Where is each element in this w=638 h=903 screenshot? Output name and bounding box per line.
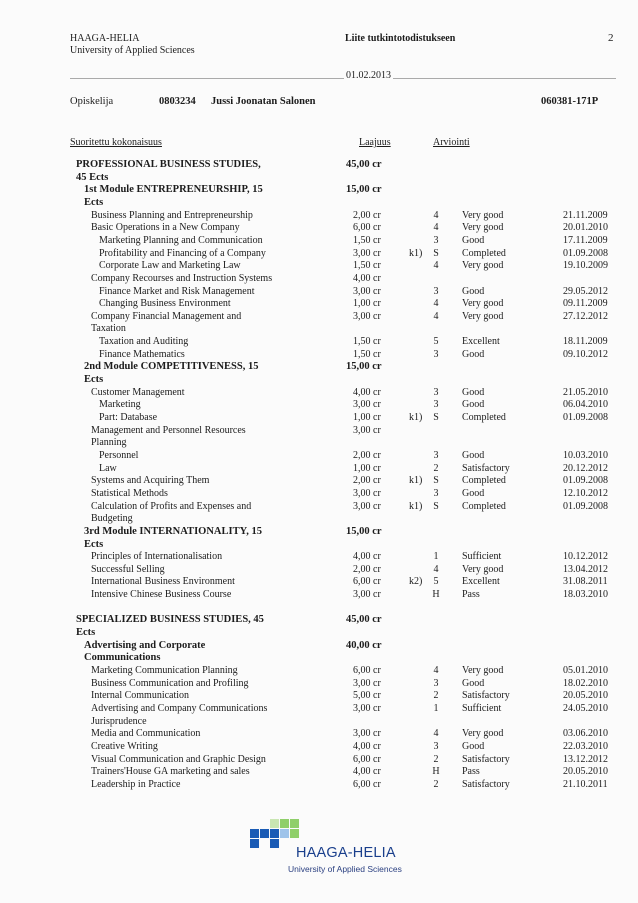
course-credits: 1,50 cr <box>353 348 381 360</box>
course-row <box>0 462 638 475</box>
course-verbal-grade: Good <box>462 487 485 499</box>
course-verbal-grade: Very good <box>462 260 504 272</box>
course-credits: 1,00 cr <box>353 298 381 310</box>
course-row <box>0 310 638 323</box>
course-grade: 3 <box>433 399 439 411</box>
study-block-row <box>0 613 638 626</box>
course-date: 03.06.2010 <box>563 728 608 740</box>
course-name: Calculation of Profits and Expenses and <box>91 500 252 512</box>
course-row <box>0 753 638 766</box>
course-row <box>0 740 638 753</box>
course-name: Creative Writing <box>91 740 158 752</box>
course-grade: 4 <box>433 260 439 272</box>
course-grade: 2 <box>433 462 439 474</box>
course-grade: 3 <box>433 740 439 752</box>
course-name: Law <box>99 462 117 474</box>
header-divider <box>70 78 616 79</box>
course-date: 01.09.2008 <box>563 500 608 512</box>
course-row <box>0 398 638 411</box>
course-grade: 5 <box>433 576 439 588</box>
course-verbal-grade: Sufficient <box>462 702 502 714</box>
study-block-row <box>0 626 638 639</box>
course-row <box>0 575 638 588</box>
course-row <box>0 512 638 525</box>
course-row <box>0 778 638 791</box>
course-grade: 2 <box>433 753 439 765</box>
course-verbal-grade: Pass <box>462 766 480 778</box>
course-row <box>0 563 638 576</box>
course-name: International Business Environment <box>91 576 235 588</box>
course-verbal-grade: Completed <box>462 475 506 487</box>
course-date: 27.12.2012 <box>563 310 608 322</box>
course-name: Part: Database <box>99 412 158 423</box>
course-credits: 4,00 cr <box>353 272 381 284</box>
course-row <box>0 588 638 601</box>
course-verbal-grade: Satisfactory <box>462 753 510 765</box>
course-name: Company Recourses and Instruction Systems <box>91 272 273 284</box>
course-date: 18.02.2010 <box>563 677 608 689</box>
course-verbal-grade: Pass <box>462 589 480 601</box>
study-block-credits: 45,00 cr <box>346 159 382 170</box>
course-row <box>0 727 638 740</box>
module-name: Ects <box>84 538 104 550</box>
course-grade: 4 <box>433 222 439 234</box>
course-credits: 2,00 cr <box>353 563 381 575</box>
course-date: 29.05.2012 <box>563 285 608 297</box>
study-block-row <box>0 171 638 184</box>
course-grade: S <box>433 412 439 423</box>
course-credits: 3,00 cr <box>353 487 381 499</box>
course-row <box>0 209 638 222</box>
course-date: 20.05.2010 <box>563 690 608 702</box>
module-credits: 15,00 cr <box>346 525 382 537</box>
course-credits: 3,00 cr <box>353 728 381 740</box>
course-date: 05.01.2010 <box>563 665 608 676</box>
course-date: 10.03.2010 <box>563 449 608 461</box>
course-recognition-note: k1) <box>409 500 423 512</box>
column-header-extent: Laajuus <box>359 137 391 148</box>
course-verbal-grade: Very good <box>462 310 504 322</box>
course-credits: 6,00 cr <box>353 576 381 588</box>
course-date: 17.11.2009 <box>563 234 608 246</box>
course-date: 21.10.2011 <box>563 778 608 790</box>
course-date: 21.11.2009 <box>563 209 608 221</box>
course-recognition-note: k1) <box>409 247 423 259</box>
course-row <box>0 234 638 247</box>
course-grade: S <box>433 500 439 512</box>
course-name: Taxation <box>91 323 126 335</box>
course-grade: 4 <box>433 563 439 575</box>
course-name: Taxation and Auditing <box>99 336 189 348</box>
course-date: 12.10.2012 <box>563 487 608 499</box>
course-name: Statistical Methods <box>91 487 168 499</box>
course-grade: 3 <box>433 285 439 297</box>
course-verbal-grade: Satisfactory <box>462 462 510 474</box>
course-grade: S <box>433 475 439 487</box>
course-name: Finance Mathematics <box>99 348 185 360</box>
course-verbal-grade: Satisfactory <box>462 778 510 790</box>
course-row <box>0 297 638 310</box>
course-credits: 2,00 cr <box>353 475 381 487</box>
course-grade: 1 <box>433 551 439 563</box>
course-verbal-grade: Completed <box>462 500 506 512</box>
course-credits: 3,00 cr <box>353 702 381 714</box>
course-name: Trainers'House GA marketing and sales <box>91 766 250 778</box>
course-credits: 1,50 cr <box>353 336 381 348</box>
course-name: Marketing <box>99 399 141 411</box>
course-verbal-grade: Very good <box>462 665 504 676</box>
course-row <box>0 285 638 298</box>
course-credits: 6,00 cr <box>353 778 381 790</box>
course-credits: 3,00 cr <box>353 677 381 689</box>
course-date: 09.11.2009 <box>563 298 608 310</box>
course-grade: 3 <box>433 449 439 461</box>
course-date: 18.11.2009 <box>563 336 608 348</box>
course-date: 20.01.2010 <box>563 222 608 234</box>
course-name: Jurisprudence <box>91 715 147 727</box>
course-credits: 1,00 cr <box>353 412 381 423</box>
course-date: 06.04.2010 <box>563 399 608 411</box>
course-credits: 1,00 cr <box>353 462 381 474</box>
logo-subtitle: University of Applied Sciences <box>288 864 402 874</box>
course-name: Visual Communication and Graphic Design <box>91 753 266 765</box>
course-date: 01.09.2008 <box>563 412 608 423</box>
course-grade: 4 <box>433 728 439 740</box>
column-header-grade: Arviointi <box>433 137 470 148</box>
course-grade: S <box>433 247 439 259</box>
course-name: Budgeting <box>91 513 133 525</box>
course-date: 09.10.2012 <box>563 348 608 360</box>
course-name: Changing Business Environment <box>99 298 231 310</box>
course-row <box>0 411 638 424</box>
course-date: 13.12.2012 <box>563 753 608 765</box>
course-date: 01.09.2008 <box>563 475 608 487</box>
course-credits: 6,00 cr <box>353 222 381 234</box>
course-name: Successful Selling <box>91 563 165 575</box>
module-name: Advertising and Corporate <box>84 639 206 651</box>
course-credits: 4,00 cr <box>353 386 381 398</box>
course-row <box>0 424 638 437</box>
course-credits: 5,00 cr <box>353 690 381 702</box>
study-block-name: Ects <box>76 627 96 639</box>
course-row <box>0 335 638 348</box>
course-grade: 4 <box>433 298 439 310</box>
module-row <box>0 651 638 664</box>
course-name: Business Planning and Entrepreneurship <box>91 209 253 221</box>
module-credits: 40,00 cr <box>346 639 382 651</box>
page-number: 2 <box>608 32 614 44</box>
course-name: Personnel <box>99 449 139 461</box>
course-grade: 2 <box>433 778 439 790</box>
course-credits: 3,00 cr <box>353 285 381 297</box>
module-name: 1st Module ENTREPRENEURSHIP, 15 <box>84 184 263 196</box>
course-recognition-note: k1) <box>409 475 423 487</box>
module-name: 2nd Module COMPETITIVENESS, 15 <box>84 361 259 373</box>
course-row <box>0 272 638 285</box>
course-verbal-grade: Good <box>462 285 485 297</box>
course-verbal-grade: Excellent <box>462 336 500 348</box>
document-date: 01.02.2013 <box>346 70 391 81</box>
course-grade: 5 <box>433 336 439 348</box>
course-name: Basic Operations in a New Company <box>91 222 240 234</box>
course-verbal-grade: Very good <box>462 222 504 234</box>
course-name: Company Financial Management and <box>91 310 242 322</box>
course-row <box>0 247 638 260</box>
course-verbal-grade: Excellent <box>462 576 500 588</box>
student-name: Jussi Joonatan Salonen <box>211 96 316 107</box>
course-recognition-note: k1) <box>409 412 423 423</box>
course-name: Leadership in Practice <box>91 778 181 790</box>
course-verbal-grade: Good <box>462 399 485 411</box>
course-row <box>0 474 638 487</box>
course-verbal-grade: Very good <box>462 298 504 310</box>
course-credits: 3,00 cr <box>353 399 381 411</box>
course-name: Internal Communication <box>91 690 190 702</box>
course-verbal-grade: Completed <box>462 412 506 423</box>
course-credits: 2,00 cr <box>353 209 381 221</box>
course-date: 31.08.2011 <box>563 576 608 588</box>
org-name: HAAGA-HELIA <box>70 33 140 44</box>
course-grade: 3 <box>433 234 439 246</box>
course-row <box>0 500 638 513</box>
course-row <box>0 664 638 677</box>
course-credits: 3,00 cr <box>353 500 381 512</box>
course-grade: 2 <box>433 690 439 702</box>
course-row <box>0 348 638 361</box>
module-row <box>0 525 638 538</box>
module-row <box>0 538 638 551</box>
course-verbal-grade: Good <box>462 677 485 689</box>
column-header-completed: Suoritettu kokonaisuus <box>70 137 162 148</box>
course-name: Planning <box>91 437 127 449</box>
course-grade: 4 <box>433 665 439 676</box>
course-credits: 3,00 cr <box>353 589 381 601</box>
course-credits: 4,00 cr <box>353 740 381 752</box>
module-name: 3rd Module INTERNATIONALITY, 15 <box>84 525 262 537</box>
course-credits: 4,00 cr <box>353 766 381 778</box>
study-block-name: SPECIALIZED BUSINESS STUDIES, 45 <box>76 614 264 626</box>
course-grade: 4 <box>433 209 439 221</box>
course-name: Business Communication and Profiling <box>91 677 249 689</box>
course-grade: 1 <box>433 702 439 714</box>
course-date: 21.05.2010 <box>563 386 608 398</box>
module-name: Ects <box>84 374 104 386</box>
course-row <box>0 487 638 500</box>
course-credits: 1,50 cr <box>353 260 381 272</box>
course-verbal-grade: Good <box>462 740 485 752</box>
course-row <box>0 386 638 399</box>
course-verbal-grade: Good <box>462 234 485 246</box>
course-date: 18.03.2010 <box>563 589 608 601</box>
course-verbal-grade: Satisfactory <box>462 690 510 702</box>
study-block-credits: 45,00 cr <box>346 614 382 626</box>
course-verbal-grade: Completed <box>462 247 506 259</box>
module-name: Ects <box>84 196 104 208</box>
study-block-name: 45 Ects <box>76 171 109 183</box>
module-row <box>0 183 638 196</box>
module-row <box>0 373 638 386</box>
course-name: Intensive Chinese Business Course <box>91 589 232 601</box>
student-id: 0803234 <box>159 96 196 107</box>
course-grade: 4 <box>433 310 439 322</box>
course-name: Marketing Communication Planning <box>91 665 238 676</box>
course-grade: 3 <box>433 487 439 499</box>
study-block-name: PROFESSIONAL BUSINESS STUDIES, <box>76 159 261 170</box>
course-date: 19.10.2009 <box>563 260 608 272</box>
course-credits: 1,50 cr <box>353 234 381 246</box>
course-row <box>0 449 638 462</box>
course-name: Advertising and Company Communications <box>91 702 268 714</box>
course-credits: 4,00 cr <box>353 551 381 563</box>
course-credits: 3,00 cr <box>353 310 381 322</box>
course-grade: 3 <box>433 348 439 360</box>
course-credits: 2,00 cr <box>353 449 381 461</box>
module-row <box>0 196 638 209</box>
course-date: 20.05.2010 <box>563 766 608 778</box>
module-credits: 15,00 cr <box>346 184 382 196</box>
course-name: Principles of Internationalisation <box>91 551 223 563</box>
course-row <box>0 715 638 728</box>
course-grade: 3 <box>433 386 439 398</box>
course-name: Profitability and Financing of a Company <box>99 247 266 259</box>
course-date: 20.12.2012 <box>563 462 608 474</box>
course-verbal-grade: Good <box>462 449 485 461</box>
course-credits: 3,00 cr <box>353 247 381 259</box>
module-row <box>0 639 638 652</box>
course-date: 22.03.2010 <box>563 740 608 752</box>
course-row <box>0 689 638 702</box>
course-row <box>0 550 638 563</box>
module-credits: 15,00 cr <box>346 361 382 373</box>
course-grade: 3 <box>433 677 439 689</box>
course-name: Marketing Planning and Communication <box>99 234 263 246</box>
course-verbal-grade: Sufficient <box>462 551 502 563</box>
course-grade: H <box>432 766 440 778</box>
course-name: Systems and Acquiring Them <box>91 475 210 487</box>
course-row <box>0 436 638 449</box>
module-row <box>0 360 638 373</box>
course-name: Customer Management <box>91 386 185 398</box>
course-credits: 6,00 cr <box>353 753 381 765</box>
study-block-row <box>0 158 638 171</box>
course-verbal-grade: Very good <box>462 728 504 740</box>
course-verbal-grade: Good <box>462 348 485 360</box>
module-name: Communications <box>84 652 161 664</box>
course-name: Finance Market and Risk Management <box>99 285 255 297</box>
course-date: 24.05.2010 <box>563 702 608 714</box>
course-recognition-note: k2) <box>409 576 423 588</box>
course-credits: 6,00 cr <box>353 665 381 676</box>
course-name: Management and Personnel Resources <box>91 424 246 436</box>
course-name: Media and Communication <box>91 728 201 740</box>
course-row <box>0 765 638 778</box>
course-row <box>0 221 638 234</box>
course-row <box>0 259 638 272</box>
course-row <box>0 702 638 715</box>
course-date: 01.09.2008 <box>563 247 608 259</box>
document-title: Liite tutkintotodistukseen <box>345 33 456 44</box>
course-name: Corporate Law and Marketing Law <box>99 260 241 272</box>
course-row <box>0 322 638 335</box>
student-ssn: 060381-171P <box>541 96 599 107</box>
course-date: 13.04.2012 <box>563 563 608 575</box>
course-grade: H <box>432 589 440 601</box>
course-verbal-grade: Very good <box>462 209 504 221</box>
logo-title: HAAGA-HELIA <box>296 845 396 861</box>
course-row <box>0 677 638 690</box>
org-subtitle: University of Applied Sciences <box>70 45 195 56</box>
course-verbal-grade: Good <box>462 386 485 398</box>
course-verbal-grade: Very good <box>462 563 504 575</box>
course-credits: 3,00 cr <box>353 424 381 436</box>
course-date: 10.12.2012 <box>563 551 608 563</box>
student-label: Opiskelija <box>70 96 114 107</box>
